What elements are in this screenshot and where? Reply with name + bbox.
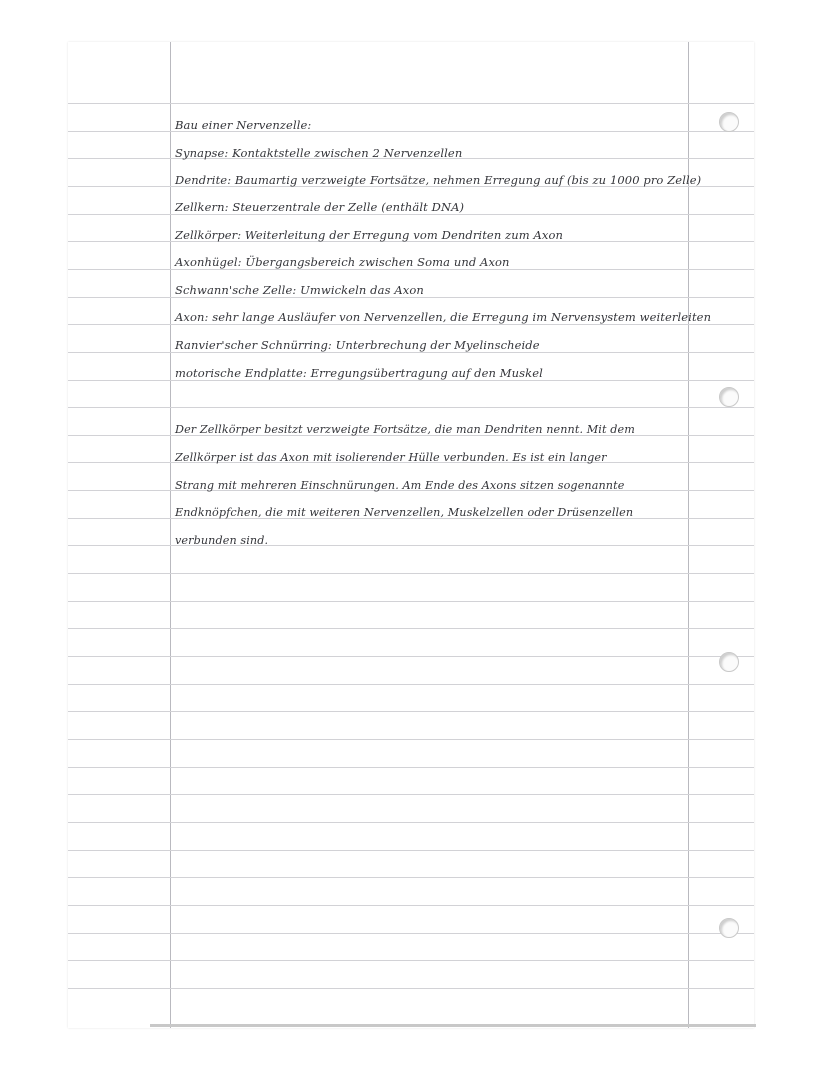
note-line-schwann-zelle: Schwann'sche Zelle: Umwickeln das Axon [175, 283, 424, 297]
ruled-line [68, 739, 754, 740]
punch-hole [719, 652, 739, 672]
paragraph-line: Zellkörper ist das Axon mit isolierender Hülle verbunden. Es ist ein langer [175, 451, 607, 464]
note-line-dendrite: Dendrite: Baumartig verzweigte Fortsätze, nehmen Erregung auf (bis zu 1000 pro Zelle) [175, 173, 702, 187]
note-line-ranvier: Ranvier'scher Schnürring: Unterbrechung der Myelinscheide [175, 338, 540, 352]
ruled-line [68, 767, 754, 768]
note-line-endplatte: motorische Endplatte: Erregungsübertragung auf den Muskel [175, 366, 543, 380]
paragraph-line: Der Zellkörper besitzt verzweigte Fortsätze, die man Dendriten nennt. Mit dem [175, 423, 635, 436]
ruled-line [68, 407, 754, 408]
paragraph-line: Endknöpfchen, die mit weiteren Nervenzellen, Muskelzellen oder Drüsenzellen [175, 506, 634, 519]
ruled-line [68, 628, 754, 629]
paragraph-line: verbunden sind. [175, 534, 269, 547]
ruled-line [68, 794, 754, 795]
punch-hole [719, 387, 739, 407]
paragraph-line: Strang mit mehreren Einschnürungen. Am Ende des Axons sitzen sogenannte [175, 479, 625, 492]
note-line-synapse: Synapse: Kontaktstelle zwischen 2 Nervenzellen [175, 146, 463, 160]
ruled-line [68, 933, 754, 934]
ruled-line [68, 324, 754, 325]
page-edge-shadow [150, 1024, 756, 1027]
ruled-line [68, 988, 754, 989]
notes-title: Bau einer Nervenzelle: [175, 118, 312, 132]
ruled-line [68, 711, 754, 712]
ruled-line [68, 601, 754, 602]
ruled-line [68, 850, 754, 851]
ruled-line [68, 905, 754, 906]
note-line-zellkoerper: Zellkörper: Weiterleitung der Erregung vom Dendriten zum Axon [175, 228, 564, 242]
ruled-line [68, 877, 754, 878]
ruled-line [68, 684, 754, 685]
note-line-axonhuegel: Axonhügel: Übergangsbereich zwischen Soma und Axon [175, 255, 510, 269]
ruled-line [68, 103, 754, 104]
ruled-line [68, 960, 754, 961]
note-line-axon: Axon: sehr lange Ausläufer von Nervenzellen, die Erregung im Nervensystem weiterleiten [175, 310, 712, 324]
ruled-line [68, 573, 754, 574]
ruled-line [68, 269, 754, 270]
ruled-line [68, 656, 754, 657]
punch-hole [719, 918, 739, 938]
ruled-line [68, 822, 754, 823]
note-line-zellkern: Zellkern: Steuerzentrale der Zelle (enthält DNA) [175, 200, 465, 214]
left-margin-line [170, 42, 171, 1028]
